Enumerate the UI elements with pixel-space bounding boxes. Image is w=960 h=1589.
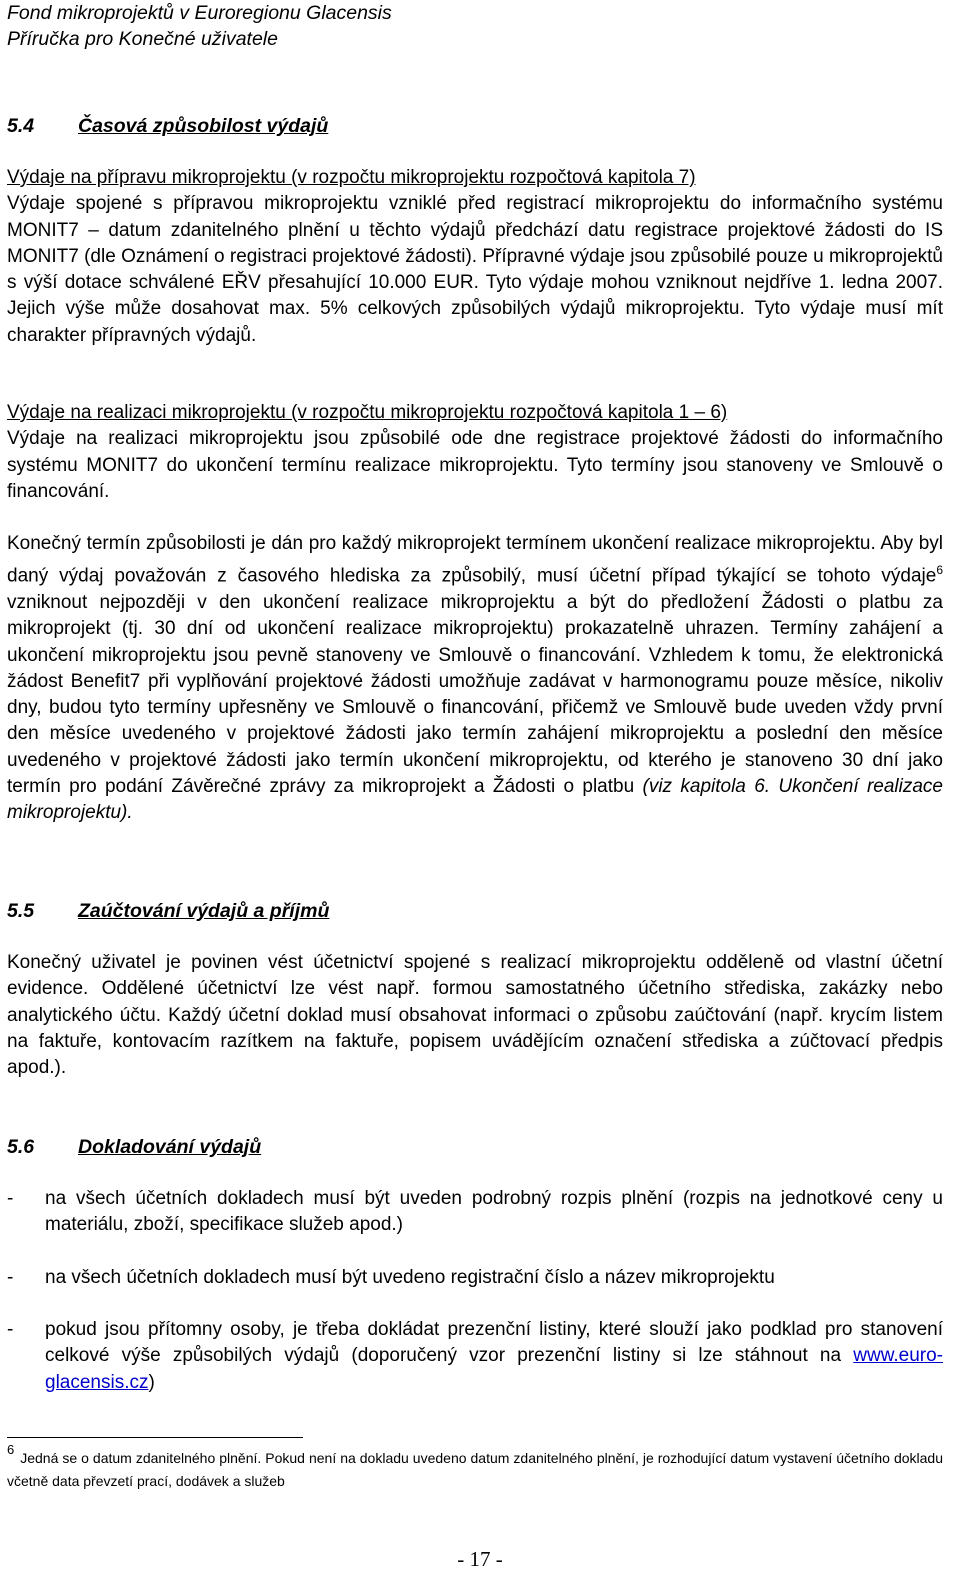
footnote [7, 1442, 943, 1492]
section-heading-5-6 [7, 1134, 261, 1160]
list-bullet: - [7, 1267, 14, 1288]
footnote-separator [7, 1437, 303, 1438]
section-heading-5-4 [7, 113, 328, 139]
paragraph-preparation-costs [7, 165, 943, 349]
document-header-subtitle: Příručka pro Konečné uživatele [7, 28, 278, 50]
list-item-text: na všech účetních dokladech musí být uveden podrobný rozpis plnění (rozpis na jednotkové ceny u materiálu, zboží, specifikace služeb apod.) [45, 1188, 943, 1236]
section-title: Dokladování výdajů [78, 1136, 262, 1158]
paragraph-body: Výdaje na realizaci mikroprojektu jsou způsobilé ode dne registrace projektové žádosti do informačního systému MONIT7 do ukončení termínu realizace mikroprojektu. Tyto termíny jsou stanoveny ve Smlouvě o financování. [7, 428, 943, 502]
list-item-text-part: pokud jsou přítomny osoby, je třeba dokládat prezenční listiny, které slouží jako podklad pro stanovení celkové výše způsobilých výdajů (doporučený vzor prezenční listiny si lze stáhnout na [45, 1319, 943, 1367]
section-number: 5.4 [7, 115, 35, 137]
paragraph-body: Výdaje spojené s přípravou mikroprojektu vzniklé před registrací mikroprojektu do informačního systému MONIT7 – datum zdanitelného plnění u těchto výdajů předchází datu registrace projektové žádosti do IS MONIT7 (dle Oznámení o registraci projektové žádosti). Přípravné výdaje jsou způsobilé pouze u mikroprojektů s výší dotace schválené EŘV přesahující 10.000 EUR. Tyto výdaje mohou vzniknout nejdříve 1. ledna 2007. Jejich výše může dosahovat max. 5% celkových způsobilých výdajů mikroprojektu. Tyto výdaje musí mít charakter přípravných výdajů. [7, 193, 943, 346]
paragraph-heading: Výdaje na přípravu mikroprojektu (v rozpočtu mikroprojektu rozpočtová kapitola 7) [7, 167, 696, 188]
list-item-text: na všech účetních dokladech musí být uvedeno registrační číslo a název mikroprojektu [45, 1267, 775, 1288]
paragraph-final-deadline [7, 531, 943, 827]
list-bullet: - [7, 1188, 14, 1209]
paragraph-heading: Výdaje na realizaci mikroprojektu (v rozpočtu mikroprojektu rozpočtová kapitola 1 – 6) [7, 402, 728, 423]
footnote-number: 6 [7, 1442, 15, 1457]
paragraph-text: Konečný termín způsobilosti je dán pro každý mikroprojekt termínem ukončení realizace mikroprojektu. Aby byl daný výdaj považován z časového hlediska za způsobilý, musí účetní případ týkající se tohoto výdaje [7, 533, 943, 587]
paragraph-accounting: Konečný uživatel je povinen vést účetnictví spojené s realizací mikroprojektu odděleně od vlastní účetní evidence. Oddělené účetnictví lze vést např. formou samostatného účetního střediska, zakázky nebo analytického účtu. Každý účetní doklad musí obsahovat informaci o způsobu zaúčtování (např. krycím listem na faktuře, kontovacím razítkem na faktuře, popisem uvádějícím označení střediska a zúčtovací předpis apod.). [7, 952, 943, 1079]
list-item-text-part: ) [148, 1371, 155, 1393]
paragraph-realization-costs [7, 400, 943, 505]
euro-glacensis-link[interactable]: www.euro-glacensis.cz [45, 1345, 943, 1393]
section-number: 5.6 [7, 1136, 35, 1158]
footnote-reference: 6 [936, 563, 943, 578]
paragraph-text: vzniknout nejpozději v den ukončení realizace mikroprojektu a být do předložení Žádosti o platbu za mikroprojekt (tj. 30 dní od ukončení realizace mikroprojektu) prokazatelně uhrazen. Termíny zahájení a ukončení mikroprojektu jsou pevně stanoveny ve Smlouvě o financování. Vzhledem k tomu, že elektronická žádost Benefit7 při vyplňování projektové žádosti umožňuje zadávat v harmonogramu pouze měsíce, nikoliv dny, budou tyto termíny upřesněny ve Smlouvě o financování, přičemž ve Smlouvě bude uveden vždy první den měsíce uvedeného v projektové žádosti jako termín zahájení mikroprojektu a poslední den měsíce uvedeného v projektové žádosti jako termín ukončení mikroprojektu, od kterého je stanoveno 30 dní jako termín pro podání Závěrečné zprávy za mikroprojekt a Žádosti o platbu [7, 591, 943, 797]
section-heading-5-5 [7, 898, 329, 924]
paragraph-reference-note: (viz kapitola 6. Ukončení realizace mikroprojektu). [7, 776, 943, 824]
section-title: Zaúčtování výdajů a příjmů [78, 900, 330, 922]
document-header-title: Fond mikroprojektů v Euroregionu Glacensis [7, 2, 392, 24]
page-number: - 17 - [457, 1547, 503, 1571]
footnote-text: Jedná se o datum zdanitelného plnění. Pokud není na dokladu uvedeno datum zdanitelného plnění, je rozhodující datum vystavení účetního dokladu včetně data převzetí prací, dodávek a služeb [7, 1450, 943, 1489]
section-number: 5.5 [7, 900, 35, 922]
section-title: Časová způsobilost výdajů [78, 115, 329, 137]
list-item-text [45, 1317, 943, 1396]
list-bullet: - [7, 1319, 14, 1340]
